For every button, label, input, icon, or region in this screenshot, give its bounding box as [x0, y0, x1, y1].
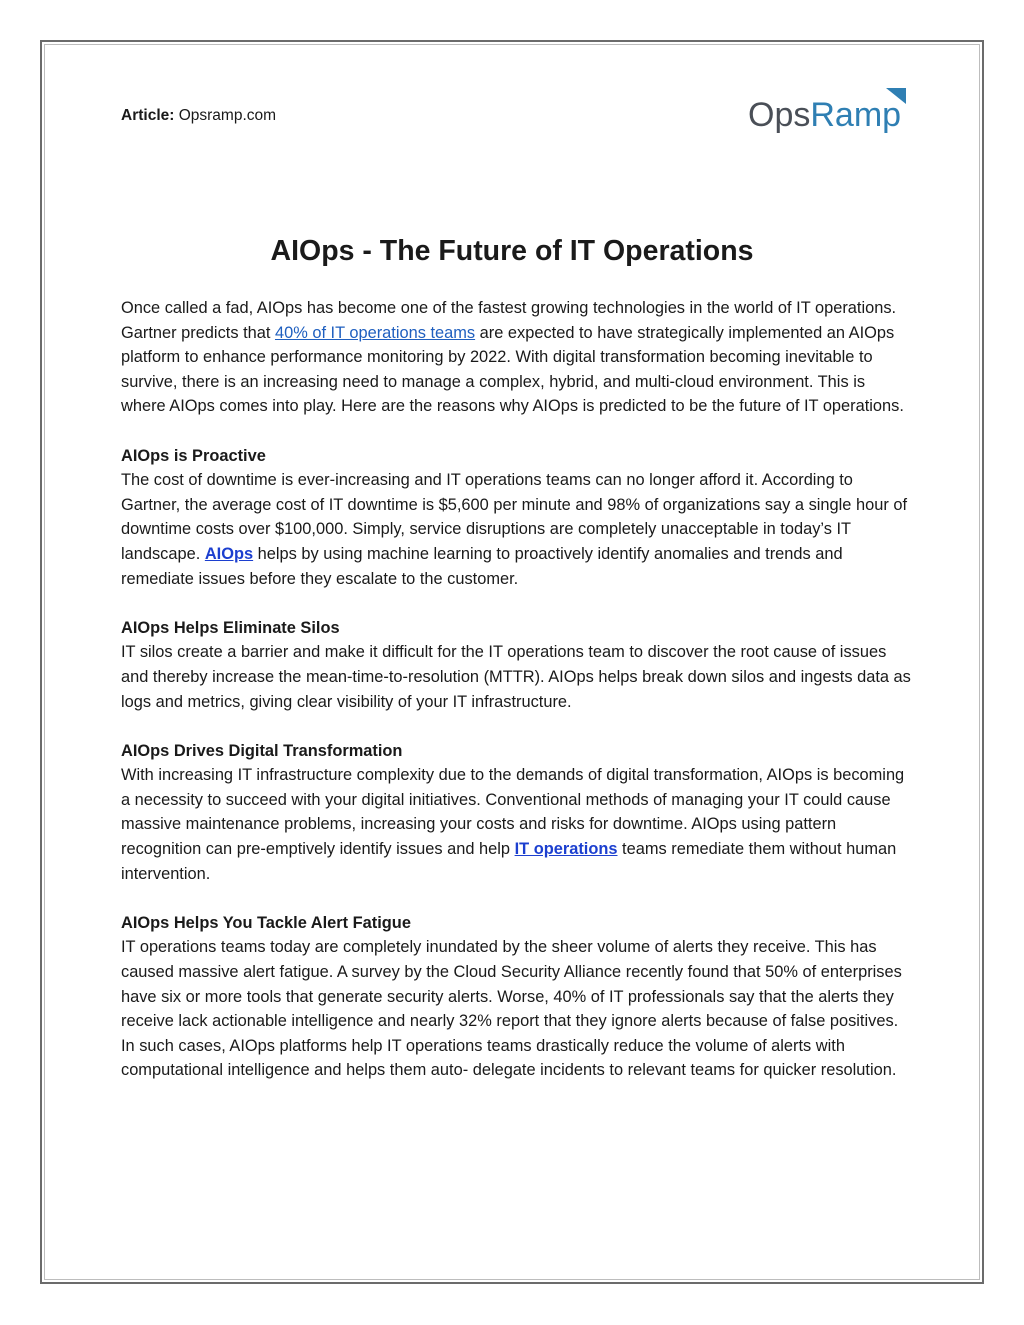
article-source: Opsramp.com: [178, 107, 277, 124]
section-heading-silos: AIOps Helps Eliminate Silos: [121, 618, 340, 637]
intro-paragraph: [121, 296, 911, 419]
svg-text:OpsRamp: [748, 96, 901, 134]
article-label: Article:: [121, 107, 175, 124]
silos-text: IT silos create a barrier and make it difficult for the IT operations team to discover the root cause of issues and thereby increase the mean-time-to-resolution (MTTR). AIOps helps break down silos and ingests data as logs and metrics, giving clear visibility of your IT infrastructure.: [121, 643, 911, 711]
logo-text-ramp: Ramp: [810, 96, 902, 134]
article-body: [121, 296, 911, 1108]
aiops-link[interactable]: AIOps: [204, 544, 254, 563]
article-source-line: [121, 106, 276, 126]
section-silos: [121, 616, 911, 714]
section-heading-digital: AIOps Drives Digital Transformation: [121, 741, 403, 760]
intro-text-after-link: are expected to have strategically implemented an AIOps platform to enhance performance monitoring by 2022. With digital transformation becoming inevitable to survive, there is an increasing need to manage a complex, hybrid, and multi-cloud environment. This is where AIOps comes into play. Here are the reasons why AIOps is predicted to be the future of IT operations.: [121, 323, 904, 416]
opsramp-logo: [748, 86, 908, 134]
fatigue-text: IT operations teams today are completely inundated by the sheer volume of alerts they receive. This has caused massive alert fatigue. A survey by the Cloud Security Alliance recently found that 50% of enterprises have six or more tools that generate security alerts. Worse, 40% of IT professionals say that the alerts they receive lack actionable intelligence and nearly 32% report that they ignore alerts because of false positives. In such cases, AIOps platforms help IT operations teams drastically reduce the volume of alerts with computational intelligence and helps them auto- delegate incidents to relevant teams for quicker resolution.: [121, 938, 902, 1080]
section-fatigue: [121, 911, 911, 1083]
section-heading-fatigue: AIOps Helps You Tackle Alert Fatigue: [121, 913, 411, 932]
page-title: AIOps - The Future of IT Operations: [270, 235, 754, 267]
section-digital: [121, 739, 911, 887]
it-operations-link[interactable]: IT operations: [514, 840, 618, 859]
proactive-text-before-link: The cost of downtime is ever-increasing and IT operations teams can no longer afford it. According to Gartner, the average cost of IT downtime is $5,600 per minute and 98% of organizations say a single hour of downtime costs over $100,000. Simply, service disruptions are completely unacceptable in today’s IT landscape.: [121, 471, 907, 563]
proactive-text-after-link: helps by using machine learning to proactively identify anomalies and trends and remediate issues before they escalate to the customer.: [121, 544, 843, 588]
digital-text-before-link: With increasing IT infrastructure complexity due to the demands of digital transformation, AIOps is becoming a necessity to succeed with your digital initiatives. Conventional methods of managing your IT could cause massive maintenance problems, increasing your costs and risks for downtime. AIOps using pattern recognition can pre-emptively identify issues and help: [121, 766, 905, 859]
logo-text-ops: Ops: [748, 96, 811, 134]
it-operations-teams-link[interactable]: 40% of IT operations teams: [274, 323, 476, 342]
digital-text-after-link: teams remediate them without human intervention.: [121, 840, 897, 883]
intro-text-before-link: Once called a fad, AIOps has become one of the fastest growing technologies in the world of IT operations. Gartner predicts that: [121, 299, 897, 342]
section-heading-proactive: AIOps is Proactive: [121, 446, 266, 465]
section-proactive: [121, 444, 911, 592]
